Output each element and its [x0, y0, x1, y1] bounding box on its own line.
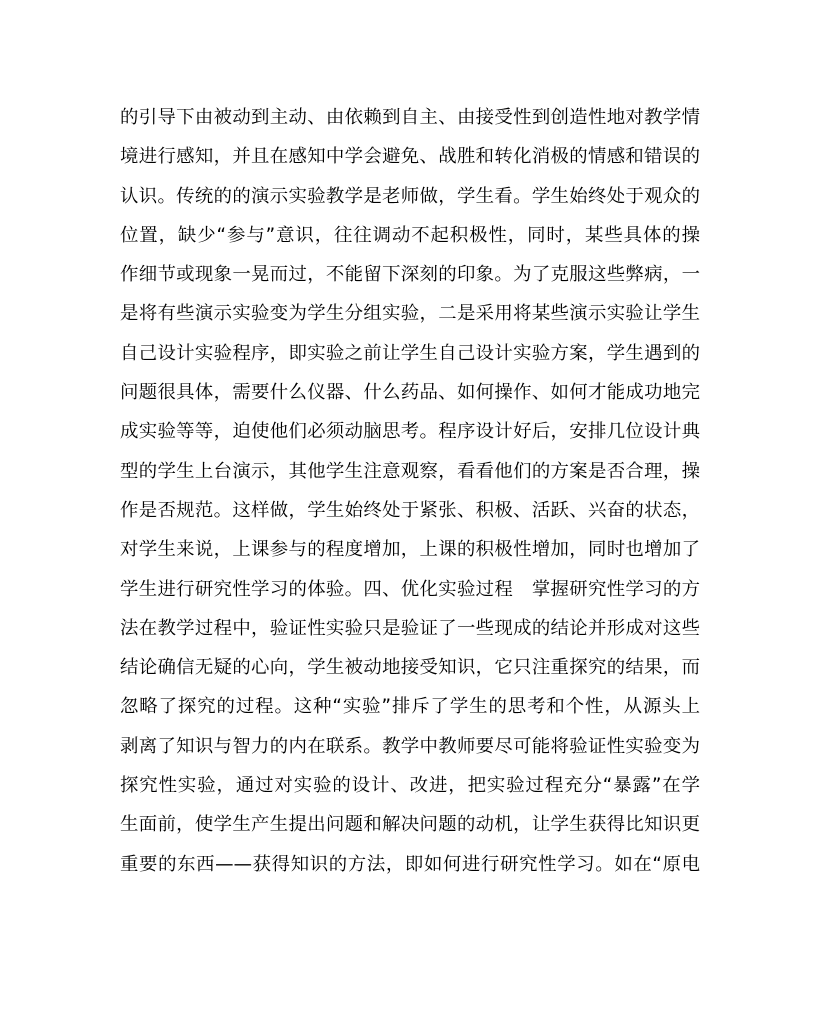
text-line: 的引导下由被动到主动、由依赖到自主、由接受性到创造性地对教学情 — [120, 107, 700, 128]
text-line: 作细节或现象一晃而过，不能留下深刻的印象。为了克服这些弊病，一 — [120, 264, 700, 286]
text-line: 忽略了探究的过程。这种“实验”排斥了学生的思考和个性，从源头上 — [120, 696, 700, 718]
text-line: 作是否规范。这样做，学生始终处于紧张、积极、活跃、兴奋的状态， — [120, 499, 700, 521]
text-line: 境进行感知，并且在感知中学会避免、战胜和转化消极的情感和错误的 — [120, 146, 700, 168]
text-line: 重要的东西——获得知识的方法，即如何进行研究性学习。如在“原电 — [120, 853, 700, 875]
text-line: 问题很具体，需要什么仪器、什么药品、如何操作、如何才能成功地完 — [120, 382, 700, 404]
text-line: 剥离了知识与智力的内在联系。教学中教师要尽可能将验证性实验变为 — [120, 735, 700, 757]
text-line: 认识。传统的的演示实验教学是老师做，学生看。学生始终处于观众的 — [120, 185, 700, 207]
text-line: 自己设计实验程序，即实验之前让学生自己设计实验方案，学生遇到的 — [120, 342, 700, 364]
text-line: 探究性实验，通过对实验的设计、改进，把实验过程充分“暴露”在学 — [120, 775, 700, 797]
text-line: 学生进行研究性学习的体验。四、优化实验过程 掌握研究性学习的方 — [120, 578, 700, 600]
text-line: 对学生来说，上课参与的程度增加，上课的积极性增加，同时也增加了 — [120, 539, 700, 561]
text-line: 结论确信无疑的心向，学生被动地接受知识，它只注重探究的结果，而 — [120, 657, 700, 679]
text-line: 型的学生上台演示，其他学生注意观察，看看他们的方案是否合理，操 — [120, 460, 700, 482]
text-line: 法在教学过程中，验证性实验只是验证了一些现成的结论并形成对这些 — [120, 617, 700, 639]
text-line: 是将有些演示实验变为学生分组实验，二是采用将某些演示实验让学生 — [120, 303, 700, 325]
text-line: 成实验等等，迫使他们必须动脑思考。程序设计好后，安排几位设计典 — [120, 421, 700, 443]
text-line: 位置，缺少“参与”意识，往往调动不起积极性，同时，某些具体的操 — [120, 224, 700, 246]
body-text — [120, 98, 700, 884]
text-line: 生面前，使学生产生提出问题和解决问题的动机，让学生获得比知识更 — [120, 814, 700, 836]
